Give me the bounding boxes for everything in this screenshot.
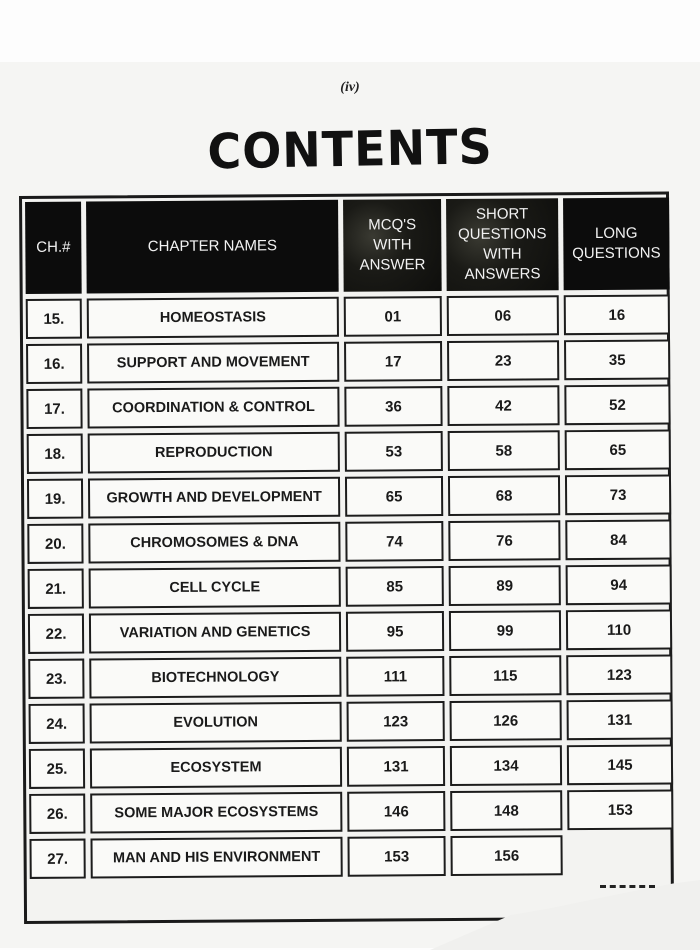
- header-chapter-names: CHAPTER NAMES: [86, 200, 339, 294]
- long-questions-page-cell: 16: [564, 294, 670, 335]
- chapter-number-cell: 20.: [27, 524, 83, 564]
- header-long-line: LONG: [594, 224, 638, 242]
- chapter-name-cell: HOMEOSTASIS: [87, 297, 339, 339]
- long-questions-page-cell: 131: [567, 699, 673, 740]
- chapter-name-cell: ECOSYSTEM: [90, 747, 342, 789]
- chapter-number-cell: 21.: [28, 569, 84, 609]
- short-questions-page-cell: 76: [448, 520, 560, 561]
- header-mcqs-line: MCQ'S: [368, 216, 417, 234]
- mcq-page-cell: 131: [347, 746, 445, 787]
- chapter-name-cell: BIOTECHNOLOGY: [89, 657, 341, 699]
- chapter-number-cell: 22.: [28, 614, 84, 654]
- chapter-name-cell: COORDINATION & CONTROL: [87, 387, 339, 429]
- long-questions-page-cell: 123: [566, 654, 672, 695]
- mcq-page-cell: 36: [344, 386, 442, 427]
- short-questions-page-cell: 134: [450, 745, 562, 786]
- long-questions-page-cell: 65: [565, 429, 671, 470]
- chapter-name-cell: MAN AND HIS ENVIRONMENT: [90, 837, 342, 879]
- mcq-page-cell: 17: [344, 341, 442, 382]
- short-questions-page-cell: 99: [449, 610, 561, 651]
- page-title: CONTENTS: [206, 118, 494, 180]
- long-questions-page-cell: 110: [566, 609, 672, 650]
- mcq-page-cell: 123: [347, 701, 445, 742]
- mcq-page-cell: 111: [346, 656, 444, 697]
- short-questions-page-cell: 23: [447, 340, 559, 381]
- chapter-number-cell: 27.: [29, 839, 85, 879]
- header-mcqs: [343, 199, 442, 292]
- contents-grid: [25, 198, 668, 879]
- long-questions-page-cell: 35: [564, 339, 670, 380]
- chapter-number-cell: 25.: [29, 749, 85, 789]
- header-mcqs-line: ANSWER: [359, 256, 426, 274]
- chapter-name-cell: GROWTH AND DEVELOPMENT: [88, 477, 340, 519]
- chapter-name-cell: SUPPORT AND MOVEMENT: [87, 342, 339, 384]
- chapter-number-cell: 16.: [26, 344, 82, 384]
- long-questions-page-cell: 153: [567, 789, 673, 830]
- mcq-page-cell: 53: [345, 431, 443, 472]
- short-questions-page-cell: 68: [448, 475, 560, 516]
- chapter-number-cell: 19.: [27, 479, 83, 519]
- header-long-line: QUESTIONS: [572, 244, 661, 263]
- short-questions-page-cell: 115: [449, 655, 561, 696]
- page-number: (iv): [340, 80, 360, 95]
- header-short-questions: [446, 198, 559, 291]
- chapter-number-cell: 18.: [27, 434, 83, 474]
- header-short-line: WITH: [483, 245, 522, 263]
- torn-edge-dash: [600, 885, 655, 890]
- chapter-name-cell: SOME MAJOR ECOSYSTEMS: [90, 792, 342, 834]
- chapter-name-cell: VARIATION AND GENETICS: [89, 612, 341, 654]
- long-questions-page-cell: 94: [566, 564, 672, 605]
- short-questions-page-cell: 06: [447, 295, 559, 336]
- short-questions-page-cell: 58: [448, 430, 560, 471]
- short-questions-page-cell: 42: [447, 385, 559, 426]
- chapter-number-cell: 23.: [28, 659, 84, 699]
- long-questions-page-cell: 73: [565, 474, 671, 515]
- short-questions-page-cell: 126: [450, 700, 562, 741]
- chapter-name-cell: REPRODUCTION: [88, 432, 340, 474]
- mcq-page-cell: 85: [346, 566, 444, 607]
- short-questions-page-cell: 89: [449, 565, 561, 606]
- long-questions-page-cell: 84: [565, 519, 671, 560]
- mcq-page-cell: 95: [346, 611, 444, 652]
- header-short-line: ANSWERS: [464, 265, 541, 283]
- chapter-name-cell: CELL CYCLE: [89, 567, 341, 609]
- long-questions-page-cell: 52: [564, 384, 670, 425]
- header-short-line: SHORT: [475, 205, 529, 223]
- chapter-name-cell: EVOLUTION: [90, 702, 342, 744]
- mcq-page-cell: 65: [345, 476, 443, 517]
- mcq-page-cell: 01: [344, 296, 442, 337]
- chapter-number-cell: 17.: [26, 389, 82, 429]
- chapter-number-cell: 26.: [29, 794, 85, 834]
- chapter-number-cell: 24.: [29, 704, 85, 744]
- mcq-page-cell: 146: [347, 791, 445, 832]
- short-questions-page-cell: 148: [450, 790, 562, 831]
- header-mcqs-line: WITH: [373, 236, 412, 254]
- header-short-line: QUESTIONS: [458, 225, 547, 243]
- long-questions-page-cell: 145: [567, 744, 673, 785]
- mcq-page-cell: 153: [347, 836, 445, 877]
- mcq-page-cell: 74: [345, 521, 443, 562]
- header-long-questions: [563, 197, 670, 290]
- contents-table: [19, 191, 674, 924]
- header-chapter-number: CH.#: [25, 202, 82, 294]
- chapter-name-cell: CHROMOSOMES & DNA: [88, 522, 340, 564]
- chapter-number-cell: 15.: [26, 299, 82, 339]
- short-questions-page-cell: 156: [450, 835, 562, 876]
